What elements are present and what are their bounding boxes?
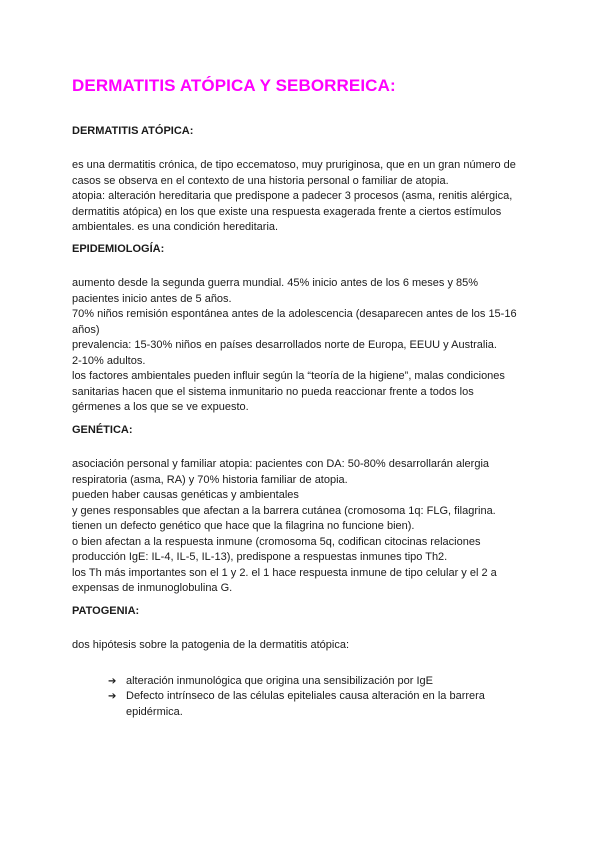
text-line: alteración inmunológica que origina una sensibilización por IgE xyxy=(126,674,433,687)
text-line: prevalencia: 15-30% niños en países desarrollados norte de Europa, EEUU y Australia. xyxy=(72,339,497,351)
list-item xyxy=(108,689,534,720)
section-paragraph xyxy=(72,158,534,236)
section-paragraph xyxy=(72,638,534,654)
text-line: ambientales. es una condición hereditaria. xyxy=(72,221,279,233)
section-patogenia xyxy=(72,604,534,720)
text-line: casos se observa en el contexto de una historia personal o familiar de atopia. xyxy=(72,174,449,187)
text-line: expensas de inmunoglobulina G. xyxy=(72,582,233,594)
text-line: es una dermatitis crónica, de tipo eccematoso, muy pruriginosa, que en un gran número de xyxy=(72,159,516,171)
text-line: o bien afectan a la respuesta inmune (cromosoma 5q, codifican citocinas relaciones xyxy=(72,535,481,548)
section-heading: GENÉTICA: xyxy=(72,424,133,436)
text-line: pacientes inicio antes de 5 años. xyxy=(72,292,232,305)
bullet-list xyxy=(72,674,534,721)
section-paragraph xyxy=(72,276,534,416)
text-line: asociación personal y familiar atopia: pacientes con DA: 50-80% desarrollarán alergia xyxy=(72,458,490,470)
text-line: años) xyxy=(72,323,100,336)
text-line: sanitarias hacen que el sistema inmunitario no pueda reaccionar frente a todos los xyxy=(72,385,474,398)
list-item xyxy=(108,674,534,690)
text-line: dos hipótesis sobre la patogenia de la dermatitis atópica: xyxy=(72,639,350,651)
text-line: respiratoria (asma, RA) y 70% historia familiar de atopia. xyxy=(72,473,348,486)
section-epidemiologia xyxy=(72,242,534,416)
text-line: Defecto intrínseco de las células epiteliales causa alteración en la barrera xyxy=(126,690,485,702)
section-heading: DERMATITIS ATÓPICA: xyxy=(72,125,194,137)
text-line: y genes responsables que afectan a la barrera cutánea (cromosoma 1q: FLG, filagrina. xyxy=(72,504,496,517)
section-dermatitis-atopica xyxy=(72,124,534,236)
text-line: atopia: alteración hereditaria que predispone a padecer 3 procesos (asma, renitis alérgica, xyxy=(72,190,513,202)
text-line: tienen un defecto genético que hace que la filagrina no funcione bien). xyxy=(72,520,415,532)
text-line: 2-10% adultos. xyxy=(72,354,146,367)
section-heading: EPIDEMIOLOGÍA: xyxy=(72,243,165,255)
section-genetica xyxy=(72,423,534,597)
text-line: pueden haber causas genéticas y ambientales xyxy=(72,489,299,501)
section-paragraph xyxy=(72,457,534,597)
text-line: aumento desde la segunda guerra mundial. 45% inicio antes de los 6 meses y 85% xyxy=(72,277,479,289)
text-line: dermatitis atópica) en los que existe una respuesta exagerada frente a ciertos estímulos xyxy=(72,205,502,218)
text-line: los Th más importantes son el 1 y 2. el 1 hace respuesta inmune de tipo celular y el 2 a xyxy=(72,566,497,579)
arrow-right-icon: ➔ xyxy=(108,691,117,702)
document-title: DERMATITIS ATÓPICA Y SEBORREICA: xyxy=(72,76,396,95)
section-heading: PATOGENIA: xyxy=(72,605,140,617)
text-line: producción IgE: IL-4, IL-5, IL-13), predispone a respuestas inmunes tipo Th2. xyxy=(72,551,448,563)
arrow-right-icon: ➔ xyxy=(108,675,117,687)
text-line: gérmenes a los que se ve expuesto. xyxy=(72,401,249,413)
text-line: los factores ambientales pueden influir según la “teoría de la higiene”, malas condiciones xyxy=(72,370,505,382)
text-line: epidérmica. xyxy=(126,705,183,718)
text-line: 70% niños remisión espontánea antes de la adolescencia (desaparecen antes de los 15-16 xyxy=(72,308,517,320)
